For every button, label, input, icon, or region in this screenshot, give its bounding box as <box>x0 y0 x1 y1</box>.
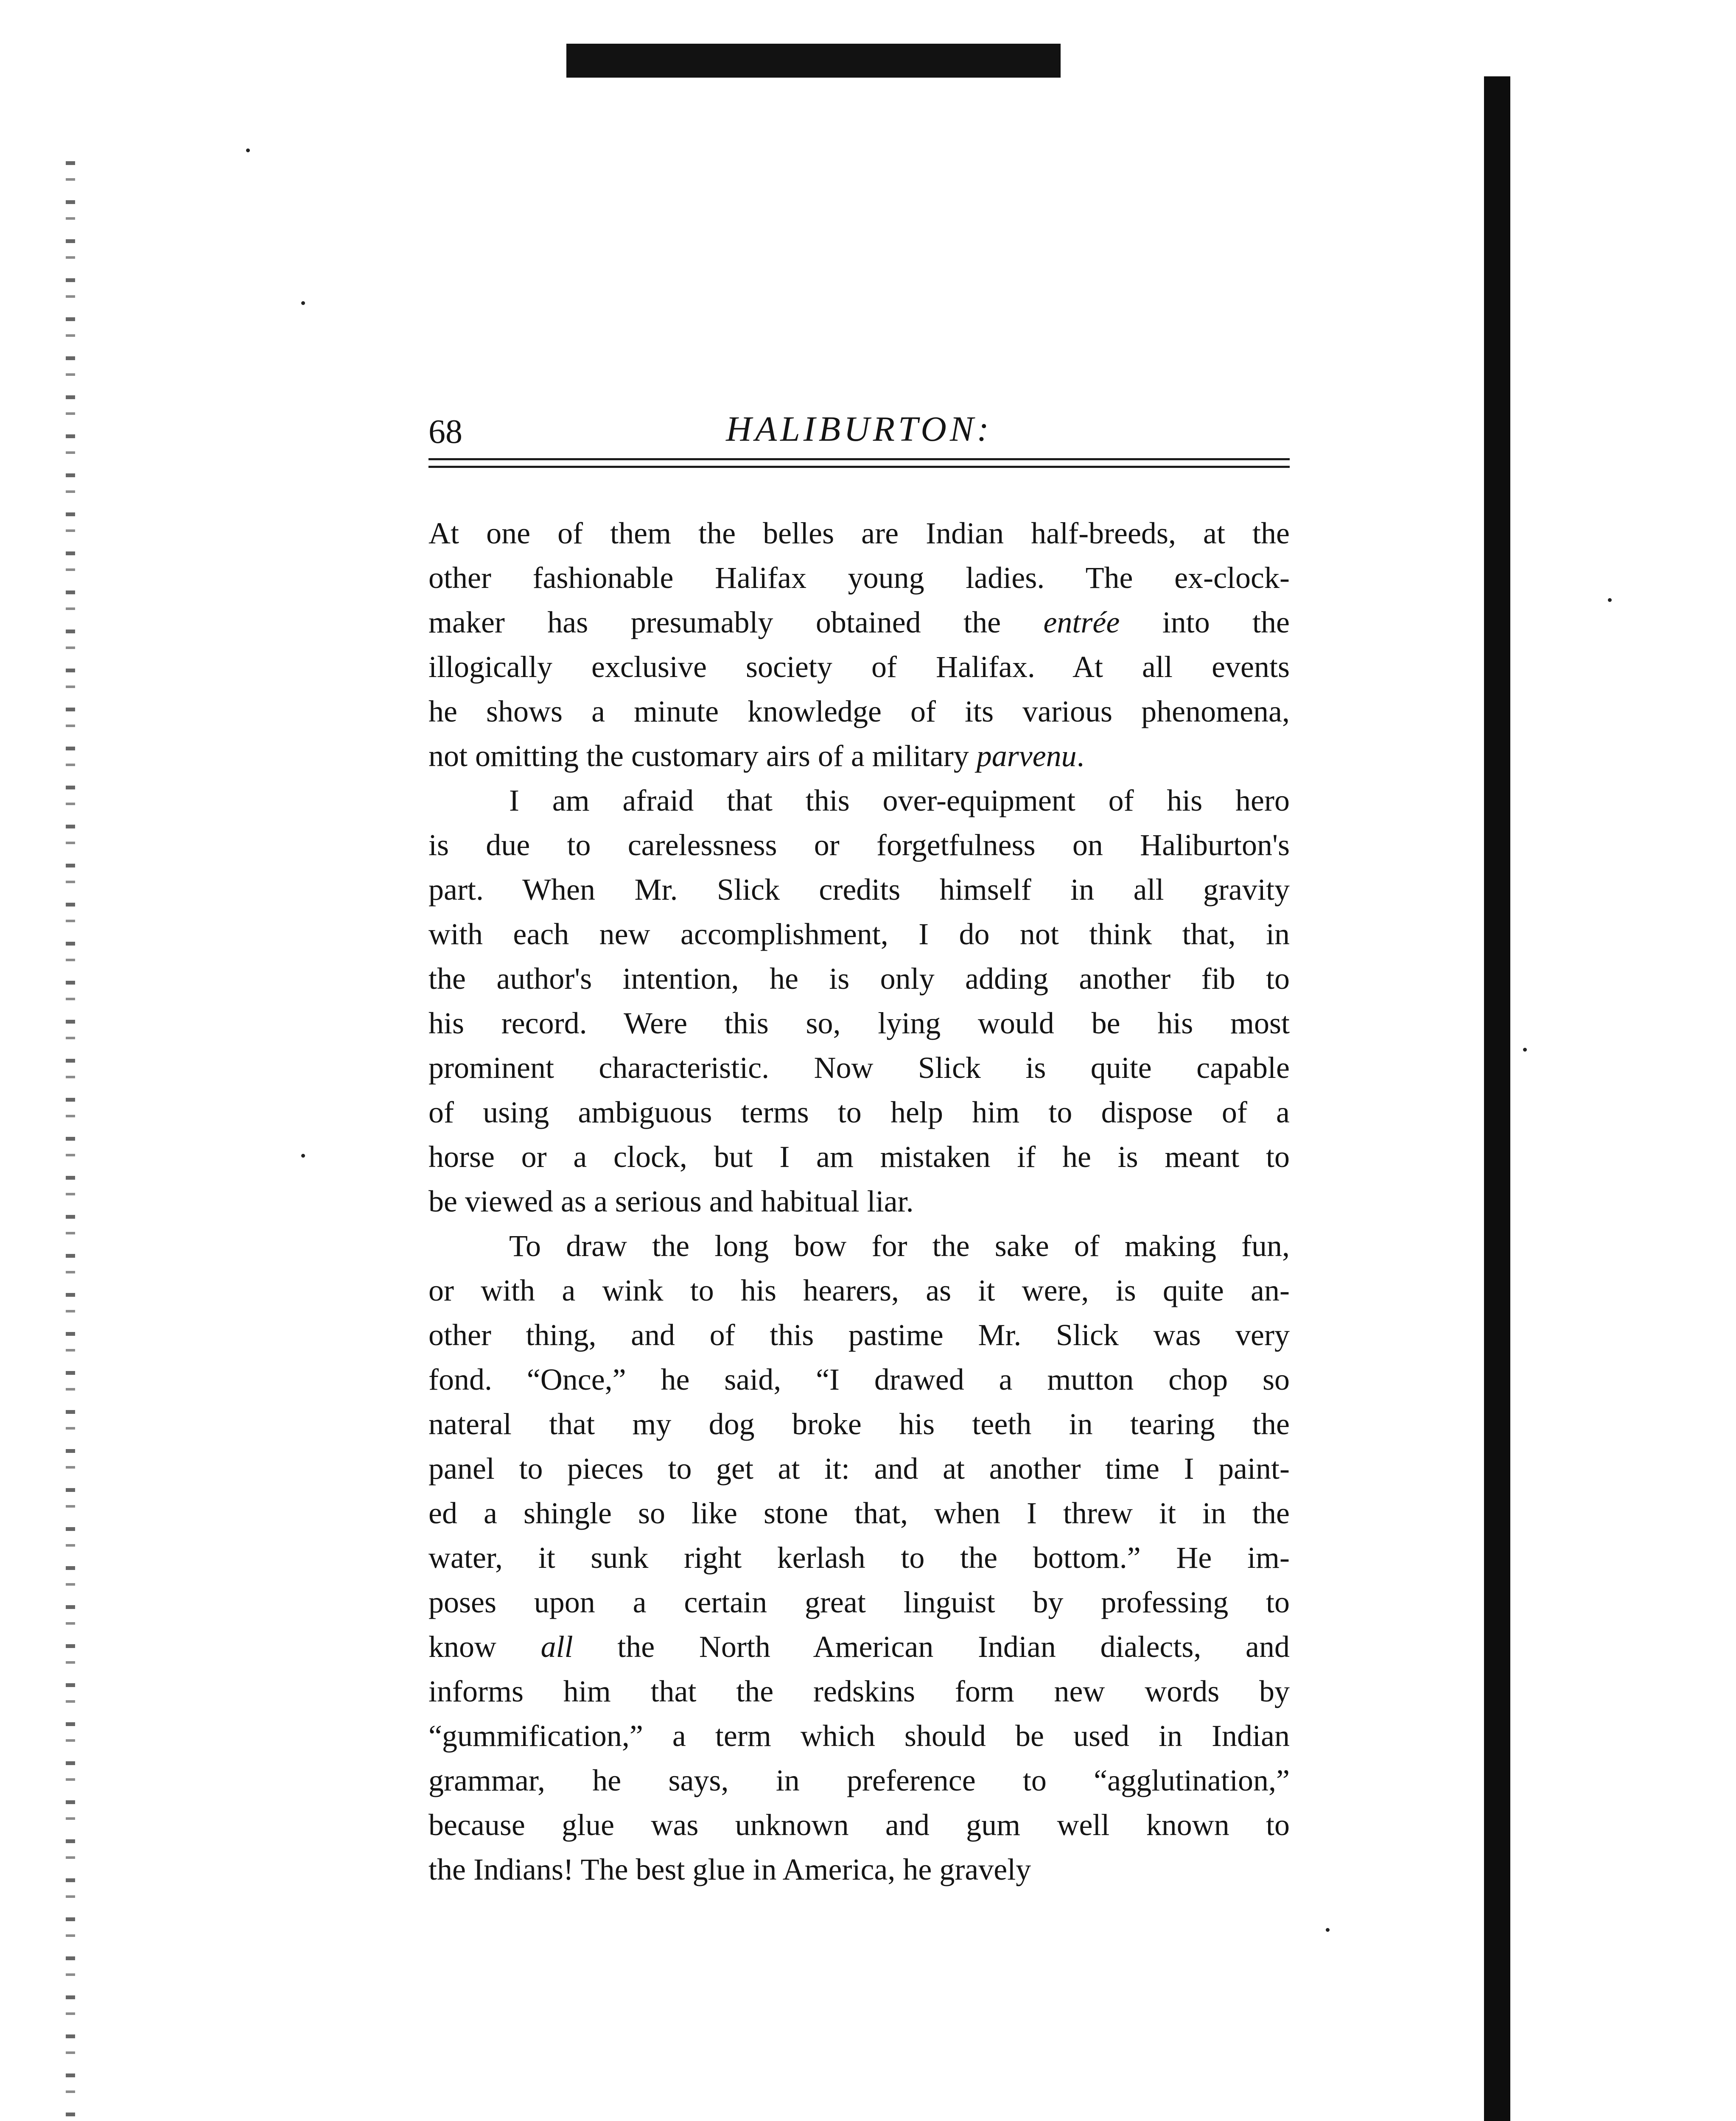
text-line: nateral that my dog broke his teeth in tearing the <box>428 1407 1290 1441</box>
text-line: or with a wink to his hearers, as it were, is quite an- <box>428 1273 1290 1307</box>
text-line: fond. “Once,” he said, “I drawed a mutton chop so <box>428 1363 1290 1396</box>
text-line: prominent characteristic. Now Slick is quite capable <box>428 1051 1290 1085</box>
text-line: At one of them the belles are Indian half-breeds, at the <box>428 516 1290 550</box>
text-line: ed a shingle so like stone that, when I threw it in the <box>428 1496 1290 1530</box>
text-line: other thing, and of this pastime Mr. Slick was very <box>428 1318 1290 1352</box>
italic-word: parvenu <box>976 739 1077 773</box>
text-line: horse or a clock, but I am mistaken if he is meant to <box>428 1140 1290 1174</box>
scan-speck <box>301 301 305 305</box>
scan-left-margin-speckle <box>66 161 75 2121</box>
scan-top-bar <box>566 44 1061 78</box>
text-line: “gummification,” a term which should be used in Indian <box>428 1719 1290 1753</box>
text-line: be viewed as a serious and habitual liar. <box>428 1184 914 1218</box>
body-text <box>428 511 1290 1892</box>
scan-speck <box>1326 1928 1330 1932</box>
text-line: because glue was unknown and gum well known to <box>428 1808 1290 1842</box>
header-rule <box>428 458 1290 460</box>
running-head: HALIBURTON: <box>726 409 992 449</box>
text-line: To draw the long bow for the sake of making fun, <box>509 1229 1290 1263</box>
scan-speck <box>1523 1048 1527 1052</box>
text-line: other fashionable Halifax young ladies. The ex-clock- <box>428 561 1290 595</box>
text-line: know all the North American Indian dialects, and <box>428 1630 1290 1664</box>
text-line: with each new accomplishment, I do not think that, in <box>428 917 1290 951</box>
page-header <box>428 403 1290 471</box>
text-line: informs him that the redskins form new words by <box>428 1674 1290 1708</box>
header-rule <box>428 466 1290 468</box>
page-number: 68 <box>428 413 462 451</box>
text-line: the Indians! The best glue in America, he gravely <box>428 1852 1031 1886</box>
scan-right-edge-bar <box>1484 76 1510 2121</box>
text-line: is due to carelessness or forgetfulness on Haliburton's <box>428 828 1290 862</box>
text-line: grammar, he says, in preference to “agglutination,” <box>428 1763 1290 1797</box>
text-line: part. When Mr. Slick credits himself in all gravity <box>428 873 1290 907</box>
text-line: panel to pieces to get at it: and at another time I paint- <box>428 1452 1290 1486</box>
text-line: I am afraid that this over-equipment of his hero <box>509 783 1290 817</box>
text-line: the author's intention, he is only adding another fib to <box>428 962 1290 996</box>
text-line: his record. Were this so, lying would be his most <box>428 1006 1290 1040</box>
text-line: water, it sunk right kerlash to the bottom.” He im- <box>428 1541 1290 1575</box>
text-line: maker has presumably obtained the entrée into the <box>428 605 1290 639</box>
text-line: of using ambiguous terms to help him to dispose of a <box>428 1095 1290 1129</box>
italic-word: entrée <box>1043 605 1120 639</box>
scan-speck <box>246 148 250 152</box>
scan-speck <box>1608 598 1612 602</box>
text-line: he shows a minute knowledge of its various phenomena, <box>428 694 1290 728</box>
text-line: poses upon a certain great linguist by professing to <box>428 1585 1290 1619</box>
text-line: not omitting the customary airs of a military parvenu. <box>428 739 1084 773</box>
scan-speck <box>301 1154 305 1158</box>
italic-word: all <box>540 1630 573 1664</box>
text-line: illogically exclusive society of Halifax. At all events <box>428 650 1290 684</box>
